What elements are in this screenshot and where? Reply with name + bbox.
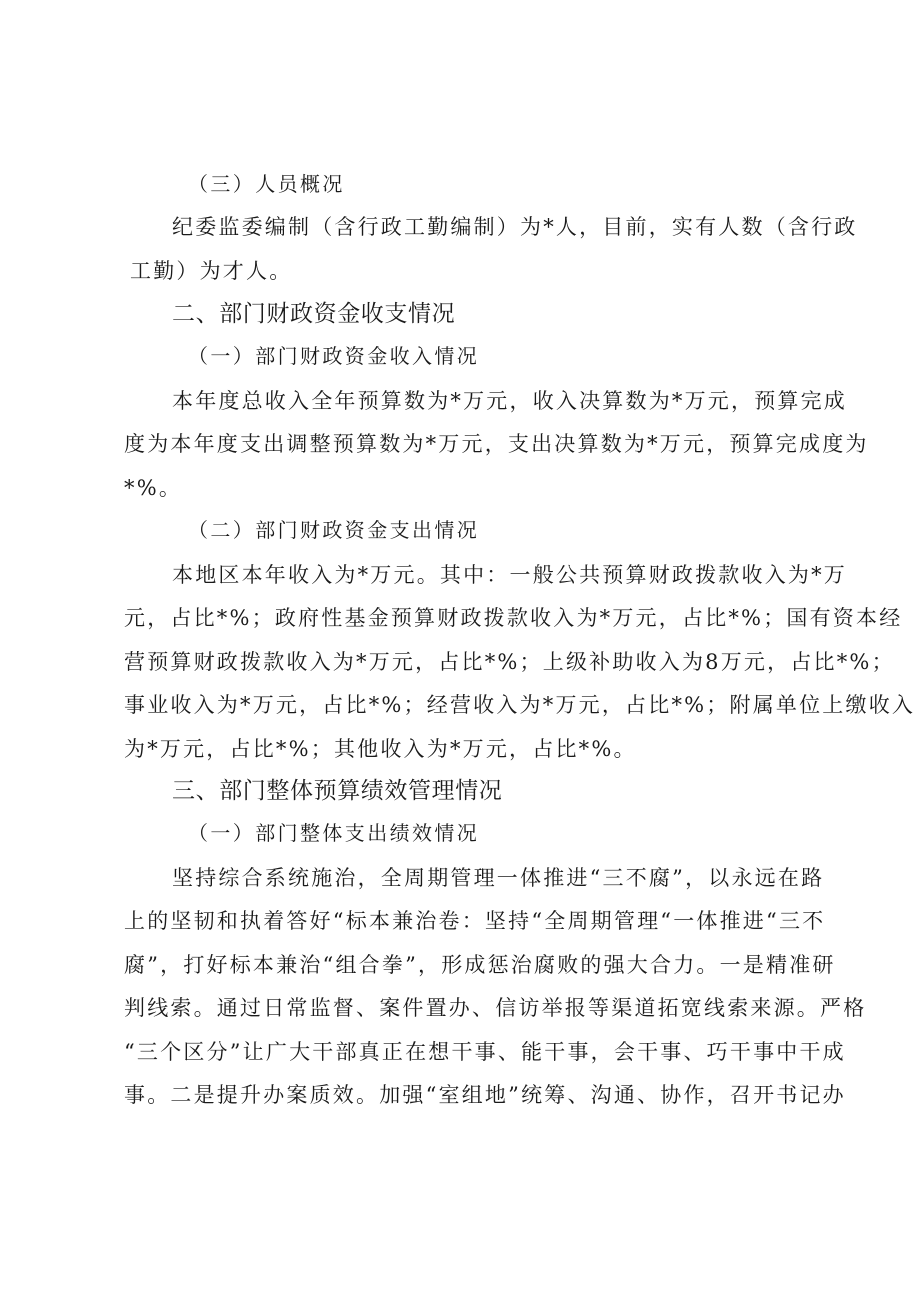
paragraph-line: 事。二是提升办案质效。加强“室组地”统筹、沟通、协作，召开书记办 — [124, 1083, 846, 1107]
paragraph-line: 工勤）为才人。 — [130, 259, 293, 283]
section-heading-finance: 二、部门财政资金收支情况 — [172, 301, 456, 327]
paragraph-line: 本年度总收入全年预算数为*万元，收入决算数为*万元，预算完成 — [172, 389, 847, 413]
paragraph-line: 营预算财政拨款收入为*万元，占比*%；上级补助收入为8万元，占比*%； — [124, 650, 895, 674]
paragraph-line: 腐”，打好标本兼治“组合拳”，形成惩治腐败的强大合力。一是精准研 — [124, 953, 836, 977]
paragraph-line: 上的坚韧和执着答好“标本兼治卷：坚持“全周期管理“一体推进“三不 — [124, 909, 826, 933]
paragraph-line: 坚持综合系统施治，全周期管理一体推进“三不腐”，以永远在路 — [172, 866, 825, 890]
subsection-title-personnel: （三）人员概况 — [188, 172, 345, 196]
paragraph-line: 元，占比*%；政府性基金预算财政拨款收入为*万元，占比*%；国有资本经 — [124, 606, 903, 630]
subsection-title-expenditure: （二）部门财政资金支出情况 — [188, 518, 480, 542]
paragraph-line: 纪委监委编制（含行政工勤编制）为*人，目前，实有人数（含行政 — [172, 215, 858, 239]
paragraph-line: “三个区分”让广大干部真正在想干事、能干事，会干事、巧干事中干成 — [124, 1040, 846, 1064]
subsection-title-performance: （一）部门整体支出绩效情况 — [188, 821, 480, 845]
subsection-title-income: （一）部门财政资金收入情况 — [188, 344, 480, 368]
paragraph-line: 事业收入为*万元，占比*%；经营收入为*万元，占比*%；附属单位上缴收入 — [124, 693, 916, 717]
paragraph-line: 本地区本年收入为*万元。其中：一般公共预算财政拨款收入为*万 — [172, 563, 847, 587]
paragraph-line: 判线索。通过日常监督、案件置办、信访举报等渠道拓宽线索来源。严格 — [124, 996, 867, 1020]
paragraph-line: 度为本年度支出调整预算数为*万元，支出决算数为*万元，预算完成度为 — [124, 432, 869, 456]
section-heading-performance: 三、部门整体预算绩效管理情况 — [172, 778, 503, 804]
paragraph-line: 为*万元，占比*%；其他收入为*万元，占比*%。 — [124, 737, 637, 761]
paragraph-line: *%。 — [124, 476, 183, 500]
